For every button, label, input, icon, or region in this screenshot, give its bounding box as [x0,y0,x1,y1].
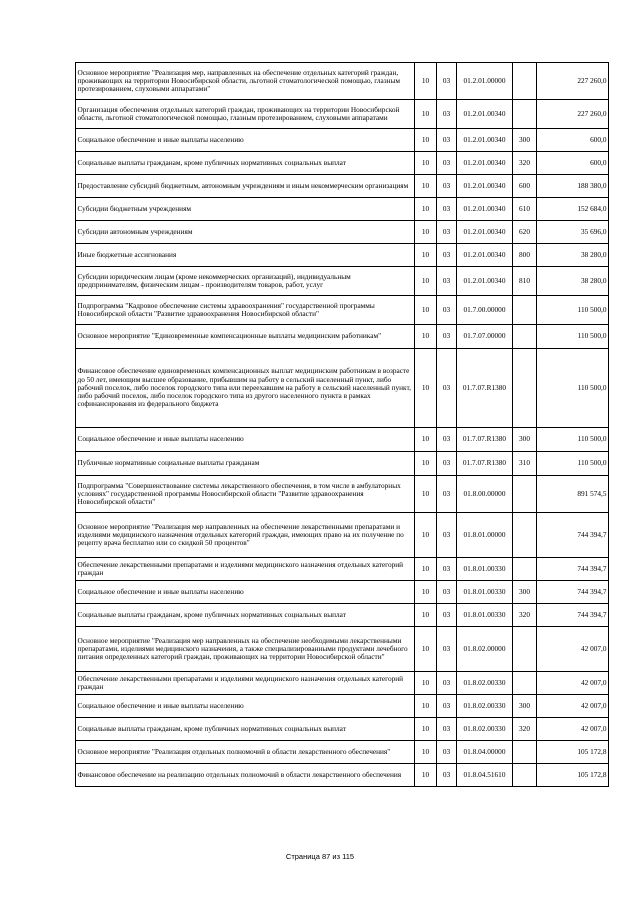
cell-expense-type [513,63,537,100]
cell-subsection: 03 [437,558,457,581]
cell-target-article: 01.8.01.00330 [457,604,513,627]
cell-target-article: 01.7.07.00000 [457,325,513,349]
cell-target-article: 01.7.07.R1380 [457,428,513,452]
cell-description: Подпрограмма "Кадровое обеспечение системы здравоохранения" государственной программы Новосибирской области "Развитие здравоохранения Новосибирской области" [76,296,415,325]
cell-section: 10 [415,741,437,764]
cell-expense-type: 810 [513,267,537,296]
cell-subsection: 03 [437,513,457,558]
cell-section: 10 [415,221,437,244]
table-row [76,604,609,627]
cell-description: Организация обеспечения отдельных категорий граждан, проживающих на территории Новосибирской области, льготной стоматологической помощью, глазным протезированием, слуховыми аппаратами [76,100,415,129]
cell-target-article: 01.8.00.00000 [457,476,513,513]
table-row [76,100,609,129]
cell-target-article: 01.2.01.00340 [457,175,513,198]
cell-expense-type [513,764,537,787]
cell-description: Обеспечение лекарственными препаратами и изделиями медицинского назначения отдельных категорий граждан [76,558,415,581]
cell-section: 10 [415,604,437,627]
cell-section: 10 [415,129,437,152]
cell-section: 10 [415,244,437,267]
cell-description: Основное мероприятие "Реализация мер, направленных на обеспечение отдельных категорий граждан, проживающих на территории Новосибирской области, льготной стоматологической помощью, глазным протезированием, слуховыми аппаратами" [76,63,415,100]
cell-subsection: 03 [437,452,457,476]
cell-amount: 110 500,0 [537,296,609,325]
cell-target-article: 01.2.01.00340 [457,221,513,244]
cell-amount: 38 280,0 [537,244,609,267]
cell-section: 10 [415,764,437,787]
cell-description: Субсидии бюджетным учреждениям [76,198,415,221]
cell-amount: 42 007,0 [537,672,609,695]
cell-amount: 110 500,0 [537,349,609,428]
cell-subsection: 03 [437,349,457,428]
cell-expense-type [513,476,537,513]
budget-table-body [76,63,609,787]
cell-section: 10 [415,63,437,100]
cell-description: Социальные выплаты гражданам, кроме публичных нормативных социальных выплат [76,718,415,741]
cell-amount: 744 394,7 [537,581,609,604]
table-row [76,267,609,296]
cell-description: Финансовое обеспечение на реализацию отдельных полномочий в области лекарственного обеспечения [76,764,415,787]
cell-amount: 42 007,0 [537,718,609,741]
cell-amount: 188 380,0 [537,175,609,198]
cell-section: 10 [415,152,437,175]
cell-description: Социальное обеспечение и иные выплаты населению [76,581,415,604]
cell-expense-type: 310 [513,452,537,476]
cell-subsection: 03 [437,244,457,267]
cell-description: Субсидии автономным учреждениям [76,221,415,244]
cell-expense-type [513,741,537,764]
cell-section: 10 [415,198,437,221]
cell-description: Предоставление субсидий бюджетным, автономным учреждениям и иным некоммерческим организациям [76,175,415,198]
cell-section: 10 [415,718,437,741]
table-row [76,152,609,175]
cell-description: Социальное обеспечение и иные выплаты населению [76,428,415,452]
table-row [76,627,609,672]
table-row [76,695,609,718]
cell-target-article: 01.2.01.00340 [457,198,513,221]
cell-expense-type: 610 [513,198,537,221]
table-row [76,129,609,152]
table-row [76,476,609,513]
cell-subsection: 03 [437,581,457,604]
cell-expense-type [513,627,537,672]
cell-subsection: 03 [437,325,457,349]
table-row [76,452,609,476]
cell-description: Основное мероприятие "Реализация мер направленных на обеспечение лекарственными препаратами и изделиями медицинского назначения отдельных категорий граждан, имеющих право на их получение по рецепту врача бесплатно или со скидкой 50 процентов" [76,513,415,558]
cell-subsection: 03 [437,63,457,100]
table-row [76,741,609,764]
page-number: Страница 87 из 115 [285,852,355,861]
table-row [76,349,609,428]
cell-description: Иные бюджетные ассигнования [76,244,415,267]
table-row [76,558,609,581]
table-row [76,764,609,787]
cell-section: 10 [415,100,437,129]
cell-amount: 744 394,7 [537,558,609,581]
cell-amount: 744 394,7 [537,513,609,558]
cell-expense-type [513,296,537,325]
table-row [76,63,609,100]
cell-target-article: 01.7.07.R1380 [457,452,513,476]
cell-subsection: 03 [437,175,457,198]
cell-amount: 38 280,0 [537,267,609,296]
cell-subsection: 03 [437,152,457,175]
cell-description: Обеспечение лекарственными препаратами и изделиями медицинского назначения отдельных категорий граждан [76,672,415,695]
cell-section: 10 [415,513,437,558]
cell-description: Социальное обеспечение и иные выплаты населению [76,695,415,718]
cell-target-article: 01.2.01.00000 [457,63,513,100]
cell-section: 10 [415,325,437,349]
cell-expense-type: 800 [513,244,537,267]
cell-amount: 227 260,0 [537,100,609,129]
cell-section: 10 [415,695,437,718]
cell-section: 10 [415,476,437,513]
table-row [76,198,609,221]
cell-target-article: 01.7.00.00000 [457,296,513,325]
cell-subsection: 03 [437,718,457,741]
cell-section: 10 [415,267,437,296]
cell-subsection: 03 [437,198,457,221]
cell-subsection: 03 [437,764,457,787]
cell-description: Субсидии юридическим лицам (кроме некоммерческих организаций), индивидуальным предпринимателям, физическим лицам - производителям товаров, работ, услуг [76,267,415,296]
table-row [76,718,609,741]
cell-target-article: 01.8.01.00330 [457,558,513,581]
cell-target-article: 01.8.02.00330 [457,672,513,695]
cell-target-article: 01.2.01.00340 [457,100,513,129]
cell-target-article: 01.8.02.00330 [457,695,513,718]
cell-description: Социальные выплаты гражданам, кроме публичных нормативных социальных выплат [76,152,415,175]
cell-subsection: 03 [437,672,457,695]
cell-subsection: 03 [437,695,457,718]
cell-amount: 600,0 [537,129,609,152]
cell-target-article: 01.2.01.00340 [457,244,513,267]
cell-expense-type: 300 [513,428,537,452]
cell-expense-type [513,100,537,129]
cell-expense-type: 300 [513,695,537,718]
table-row [76,581,609,604]
cell-subsection: 03 [437,221,457,244]
cell-target-article: 01.8.02.00000 [457,627,513,672]
cell-amount: 105 172,8 [537,764,609,787]
cell-amount: 110 500,0 [537,428,609,452]
budget-table [75,62,609,787]
table-row [76,221,609,244]
table-row [76,672,609,695]
cell-description: Основное мероприятие "Реализация мер направленных на обеспечение необходимыми лекарственными препаратами, изделиями медицинского назначения, а также специализированными продуктами лечебного питания определенных категорий граждан, проживающих на территории Новосибирской области" [76,627,415,672]
cell-expense-type: 600 [513,175,537,198]
cell-expense-type: 300 [513,581,537,604]
table-row [76,325,609,349]
cell-description: Публичные нормативные социальные выплаты гражданам [76,452,415,476]
cell-target-article: 01.8.04.51610 [457,764,513,787]
cell-amount: 891 574,5 [537,476,609,513]
cell-expense-type [513,513,537,558]
cell-description: Социальное обеспечение и иные выплаты населению [76,129,415,152]
cell-section: 10 [415,627,437,672]
table-row [76,428,609,452]
cell-target-article: 01.2.01.00340 [457,267,513,296]
table-row [76,175,609,198]
cell-amount: 600,0 [537,152,609,175]
cell-amount: 42 007,0 [537,627,609,672]
cell-amount: 227 260,0 [537,63,609,100]
cell-subsection: 03 [437,129,457,152]
cell-subsection: 03 [437,267,457,296]
cell-subsection: 03 [437,741,457,764]
cell-section: 10 [415,428,437,452]
cell-expense-type [513,672,537,695]
cell-section: 10 [415,349,437,428]
cell-description: Основное мероприятие "Единовременные компенсационные выплаты медицинским работникам" [76,325,415,349]
cell-target-article: 01.8.01.00330 [457,581,513,604]
cell-description: Основное мероприятие "Реализация отдельных полномочий в области лекарственного обеспечения" [76,741,415,764]
cell-target-article: 01.8.01.00000 [457,513,513,558]
cell-target-article: 01.8.04.00000 [457,741,513,764]
cell-amount: 744 394,7 [537,604,609,627]
cell-amount: 152 684,0 [537,198,609,221]
table-row [76,244,609,267]
cell-amount: 42 007,0 [537,695,609,718]
cell-section: 10 [415,175,437,198]
cell-expense-type: 320 [513,718,537,741]
cell-expense-type: 320 [513,152,537,175]
cell-subsection: 03 [437,296,457,325]
cell-subsection: 03 [437,604,457,627]
cell-section: 10 [415,452,437,476]
cell-section: 10 [415,672,437,695]
cell-target-article: 01.8.02.00330 [457,718,513,741]
table-row [76,296,609,325]
cell-expense-type [513,349,537,428]
cell-section: 10 [415,558,437,581]
cell-description: Финансовое обеспечение единовременных компенсационных выплат медицинским работникам в возрасте до 50 лет, имеющим высшее образование, прибывшим на работу в сельский населенный пункт, либо рабочий поселок, либо поселок городского типа или переехавшим на работу в сельский населенный пункт, либо рабочий поселок, либо поселок городского типа из другого населенного пункта в рамках софинансирования из федерального бюджета [76,349,415,428]
cell-target-article: 01.2.01.00340 [457,129,513,152]
cell-expense-type: 320 [513,604,537,627]
cell-target-article: 01.2.01.00340 [457,152,513,175]
cell-subsection: 03 [437,476,457,513]
cell-expense-type [513,558,537,581]
cell-subsection: 03 [437,100,457,129]
cell-section: 10 [415,581,437,604]
cell-expense-type: 300 [513,129,537,152]
cell-description: Подпрограмма "Совершенствование системы лекарственного обеспечения, в том числе в амбулаторных условиях" государственной программы Новосибирской области "Развитие здравоохранения Новосибирской области" [76,476,415,513]
cell-expense-type: 620 [513,221,537,244]
cell-expense-type [513,325,537,349]
table-row [76,513,609,558]
cell-target-article: 01.7.07.R1380 [457,349,513,428]
cell-amount: 35 696,0 [537,221,609,244]
cell-section: 10 [415,296,437,325]
cell-amount: 110 500,0 [537,452,609,476]
cell-subsection: 03 [437,428,457,452]
cell-subsection: 03 [437,627,457,672]
cell-amount: 110 500,0 [537,325,609,349]
cell-description: Социальные выплаты гражданам, кроме публичных нормативных социальных выплат [76,604,415,627]
cell-amount: 105 172,8 [537,741,609,764]
